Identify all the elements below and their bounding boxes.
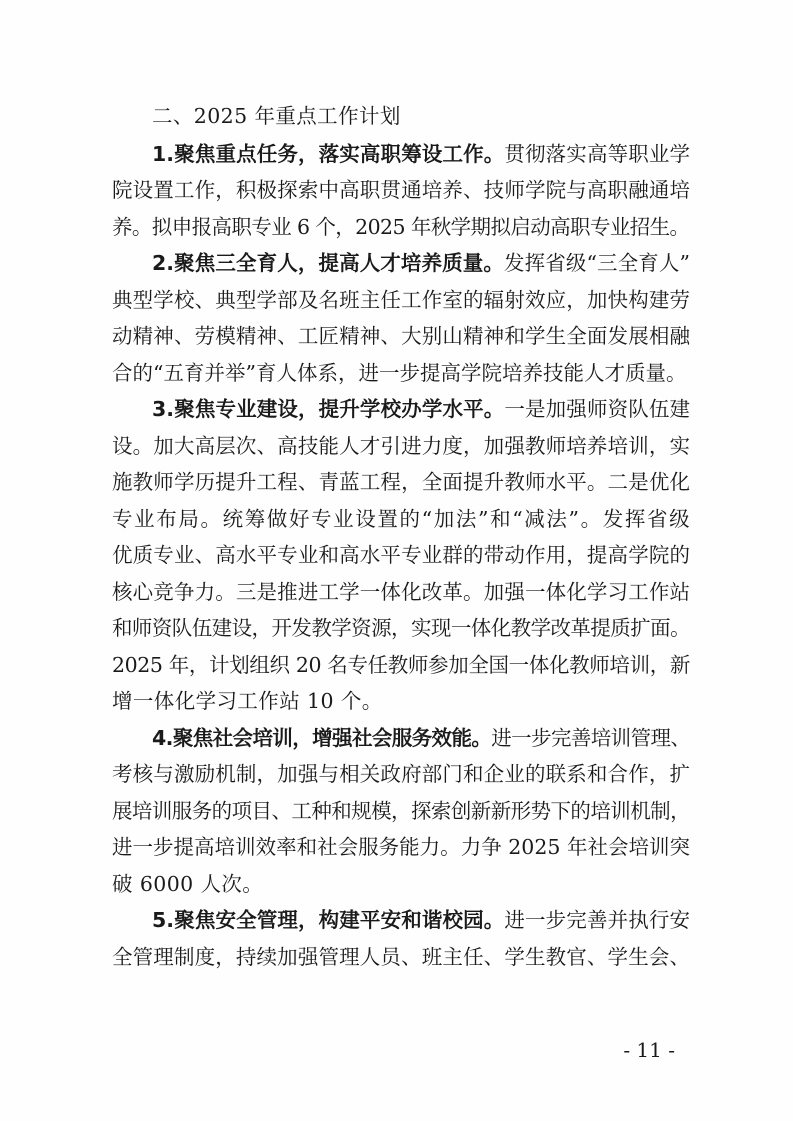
document-body — [112, 98, 690, 975]
paragraph-line: 典型学校、典型学部及名班主任工作室的辐射效应，加快构建劳 — [112, 287, 690, 312]
paragraph-line: 院设置工作，积极探索中高职贯通培养、技师学院与高职融通培 — [112, 178, 690, 202]
paragraph-line: 设。加大高层次、高技能人才引进力度，加强教师培养培训，实 — [112, 433, 690, 458]
paragraph-line: 破 6000 人次。 — [112, 871, 264, 896]
paragraph-line: 施教师学历提升工程、青蓝工程，全面提升教师水平。二是优化 — [112, 470, 690, 494]
paragraph-text: 进一步完善并执行安 — [504, 908, 690, 932]
paragraph-line — [112, 245, 690, 282]
paragraph-line — [112, 136, 690, 173]
paragraph-text: 贯彻落实高等职业学 — [504, 141, 690, 166]
paragraph-5 — [112, 902, 690, 975]
paragraph-line — [112, 902, 690, 939]
paragraph-3 — [112, 391, 690, 720]
paragraph-text: 进一步完善培训管理、 — [491, 725, 691, 750]
paragraph-lead: 5.聚焦安全管理，构建平安和谐校园。 — [152, 908, 505, 932]
paragraph-line: 和师资队伍建设，开发教学资源，实现一体化教学改革提质扩面。 — [112, 616, 690, 640]
paragraph-line: 核心竞争力。三是推进工学一体化改革。加强一体化学习工作站 — [112, 579, 690, 604]
paragraph-line — [112, 391, 690, 428]
paragraph-line: 优质专业、高水平专业和高水平专业群的带动作用，提高学院的 — [112, 543, 690, 567]
paragraph-text: 发挥省级“三全育人” — [504, 251, 690, 275]
paragraph-line: 合的“五育并举”育人体系，进一步提高学院培养技能人才质量。 — [112, 360, 687, 385]
page-number: - 11 - — [623, 1038, 675, 1062]
paragraph-line: 全管理制度，持续加强管理人员、班主任、学生教官、学生会、 — [112, 944, 690, 969]
section-heading: 二、2025 年重点工作计划 — [152, 104, 401, 128]
paragraph-line: 考核与激励机制，加强与相关政府部门和企业的联系和合作，扩 — [112, 762, 690, 786]
paragraph-lead: 4.聚焦社会培训，增强社会服务效能。 — [152, 725, 492, 750]
paragraph-line: 专业布局。统筹做好专业设置的“加法”和“减法”。发挥省级 — [112, 506, 690, 531]
paragraph-2 — [112, 245, 690, 391]
paragraph-text: 一是加强师资队伍建 — [504, 397, 690, 421]
paragraph-line: 展培训服务的项目、工种和规模，探索创新新形势下的培训机制， — [112, 798, 690, 823]
paragraph-line: 动精神、劳模精神、工匠精神、大别山精神和学生全面发展相融 — [112, 324, 690, 348]
paragraph-4 — [112, 720, 690, 903]
paragraph-line: 2025 年，计划组织 20 名专任教师参加全国一体化教师培训，新 — [112, 652, 690, 677]
paragraph-line: 增一体化学习工作站 10 个。 — [112, 689, 383, 713]
paragraph-1 — [112, 136, 690, 246]
paragraph-line: 进一步提高培训效率和社会服务能力。力争 2025 年社会培训突 — [112, 835, 690, 859]
paragraph-lead: 3.聚焦专业建设，提升学校办学水平。 — [152, 397, 505, 421]
paragraph-line — [112, 720, 690, 757]
paragraph-line: 养。拟申报高职专业 6 个，2025 年秋学期拟启动高职专业招生。 — [112, 214, 690, 239]
paragraph-lead: 2.聚焦三全育人，提高人才培养质量。 — [152, 251, 504, 275]
paragraph-lead: 1.聚焦重点任务，落实高职筹设工作。 — [152, 141, 505, 166]
